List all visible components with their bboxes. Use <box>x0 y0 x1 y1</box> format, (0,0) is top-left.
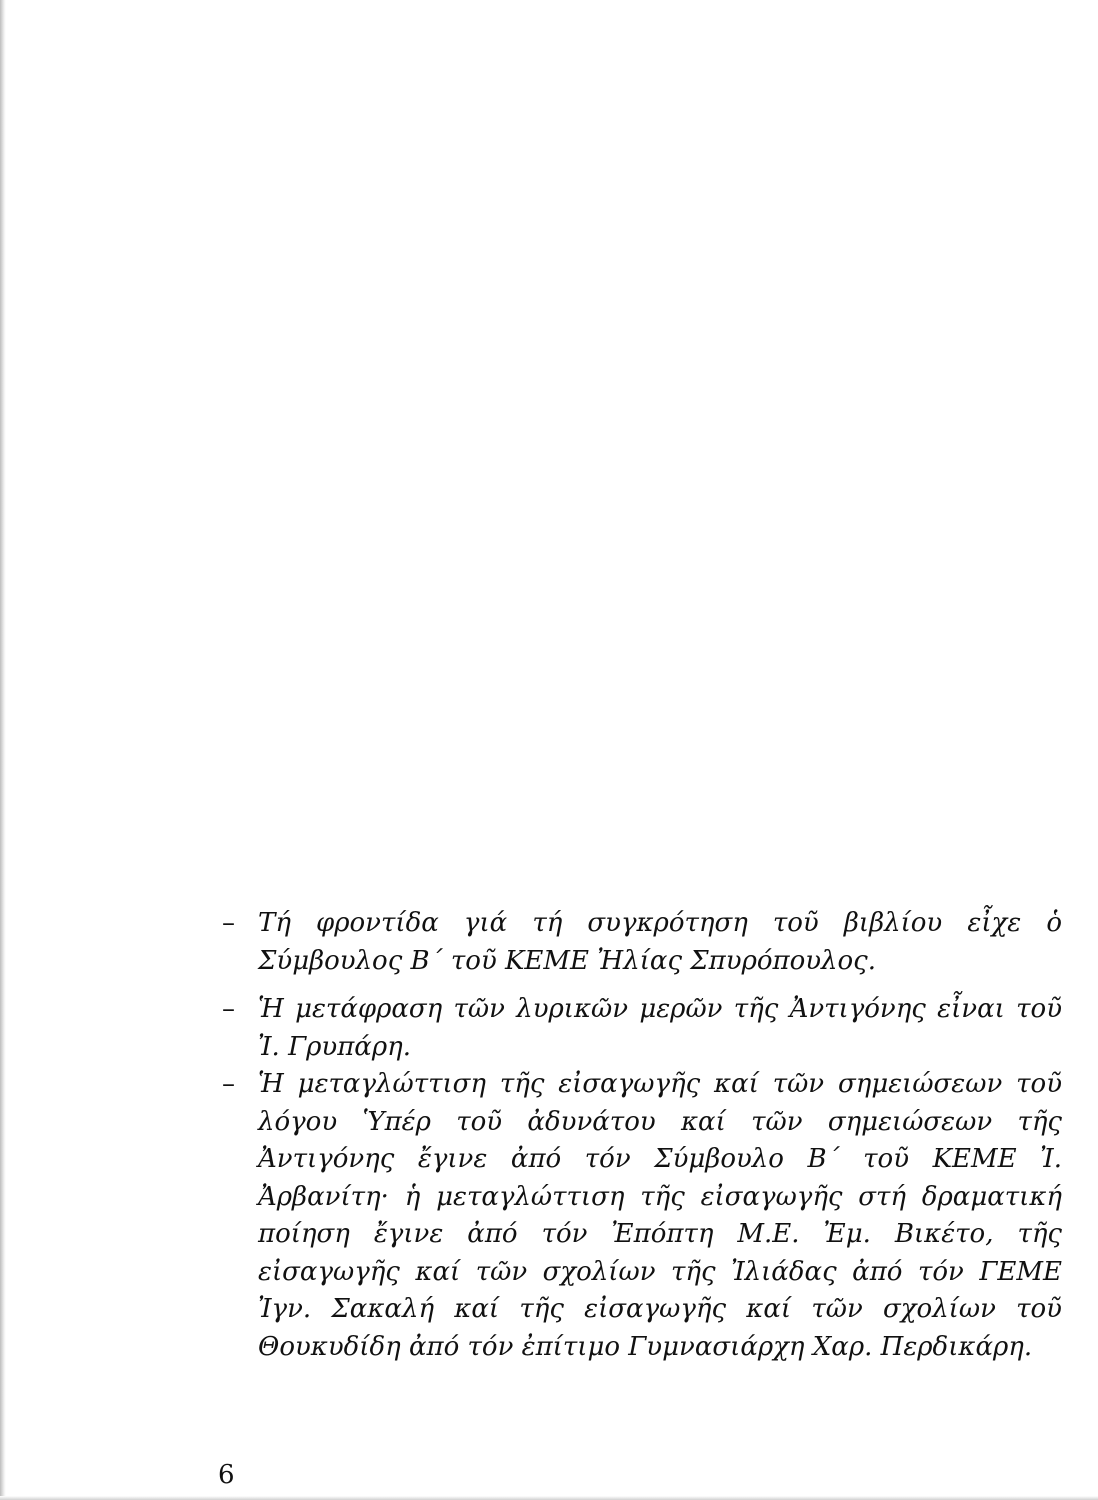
credit-text-translation: Ἡ μετάφραση τῶν λυρικῶν μερῶν τῆς Ἀντιγόνης εἶναι τοῦ Ἰ. Γρυπάρη. <box>258 994 1062 1062</box>
page-edge-shadow <box>0 0 6 1500</box>
credit-text-editing: Τή φροντίδα γιά τή συγκρότηση τοῦ βιβλίου εἶχε ὁ Σύμβουλος Β΄ τοῦ ΚΕΜΕ Ἠλίας Σπυρόπουλος. <box>258 908 1062 976</box>
entry-dash: – <box>222 908 235 938</box>
credits-section <box>222 905 1062 1366</box>
entry-dash: – <box>222 1069 235 1099</box>
entry-dash: – <box>222 994 235 1024</box>
credit-entry-translation <box>222 991 1062 1066</box>
credit-text-adaptation: Ἡ μεταγλώττιση τῆς εἰσαγωγῆς καί τῶν σημειώσεων τοῦ λόγου Ὑπέρ τοῦ ἀδυνάτου καί τῶν σημειώσεων τῆς Ἀντιγόνης ἔγινε ἀπό τόν Σύμβουλο Β΄ τοῦ ΚΕΜΕ Ἰ. Ἀρβανίτη· ἡ μεταγλώττιση τῆς εἰσαγωγῆς στή δραματική ποίηση ἔγινε ἀπό τόν Ἐπόπτη Μ.Ε. Ἐμ. Βικέτο, τῆς εἰσαγωγῆς καί τῶν σχολίων τῆς Ἰλιάδας ἀπό τόν ΓΕΜΕ Ἰγν. Σακαλή καί τῆς εἰσαγωγῆς καί τῶν σχολίων τοῦ Θουκυδίδη ἀπό τόν ἐπίτιμο Γυμνασιάρχη Χαρ. Περδικάρη. <box>258 1069 1062 1362</box>
credit-entry-editing <box>222 905 1062 980</box>
credit-entry-adaptation <box>222 1066 1062 1366</box>
page-bottom-edge <box>0 1496 1098 1500</box>
page-number: 6 <box>218 1460 235 1490</box>
